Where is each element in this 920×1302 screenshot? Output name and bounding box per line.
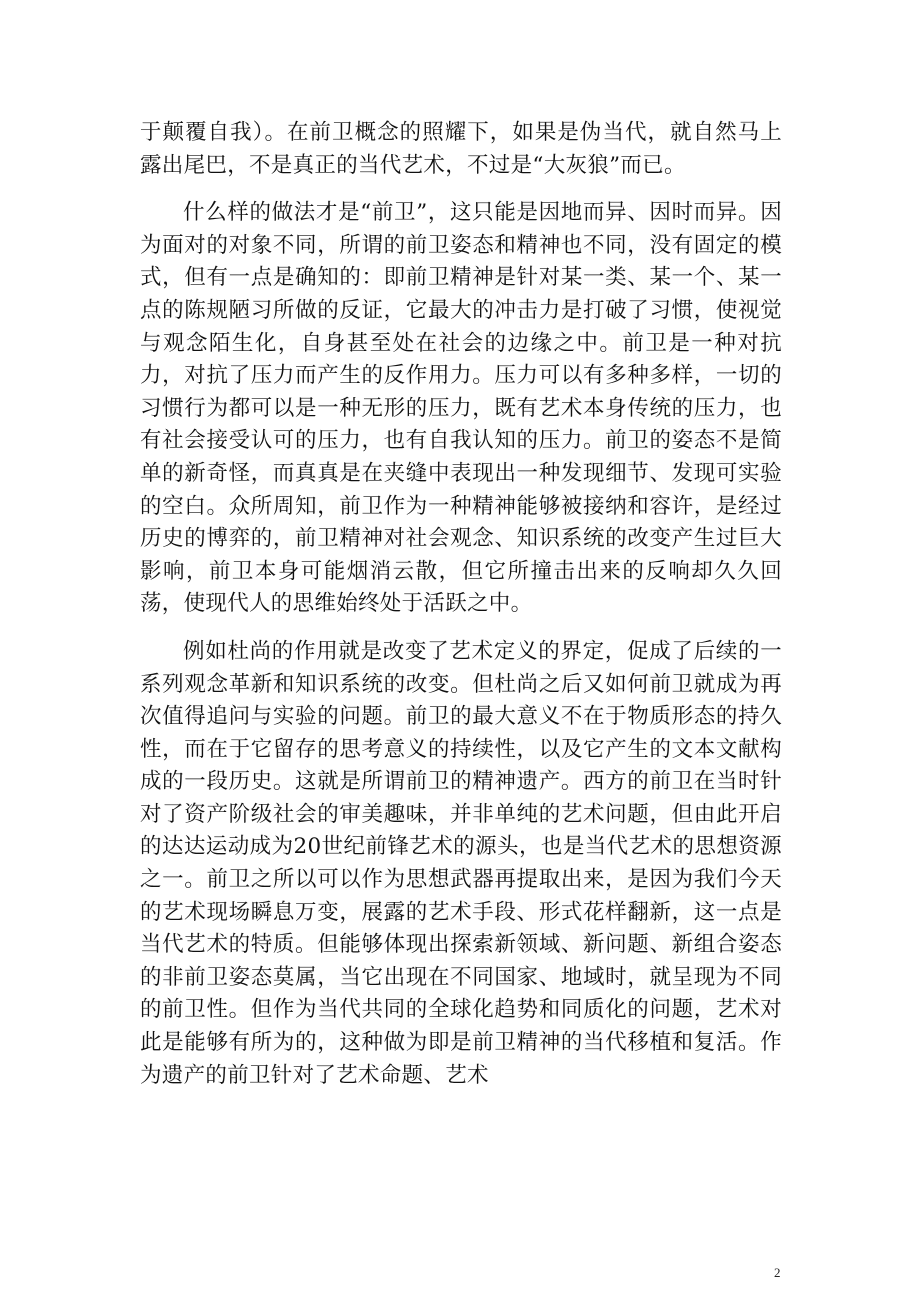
body-text xyxy=(140,117,782,1092)
paragraph-3: 例如杜尚的作用就是改变了艺术定义的界定，促成了后续的一系列观念革新和知识系统的改变。但杜尚之后又如何前卫就成为再次值得追问与实验的问题。前卫的最大意义不在于物质形态的持久性，而在于它留存的思考意义的持续性，以及它产生的文本文献构成的一段历史。这就是所谓前卫的精神遗产。西方的前卫在当时针对了资产阶级社会的审美趣味，并非单纯的艺术问题，但由此开启的达达运动成为20世纪前锋艺术的源头，也是当代艺术的思想资源之一。前卫之所以可以作为思想武器再提取出来，是因为我们今天的艺术现场瞬息万变，展露的艺术手段、形式花样翻新，这一点是当代艺术的特质。但能够体现出探索新领域、新问题、新组合姿态的非前卫姿态莫属，当它出现在不同国家、地域时，就呈现为不同的前卫性。但作为当代共同的全球化趋势和同质化的问题，艺术对此是能够有所为的，这种做为即是前卫精神的当代移植和复活。作为遗产的前卫针对了艺术命题、艺术 xyxy=(140,638,782,1088)
page-number: 2 xyxy=(774,1265,781,1280)
paragraph-gap xyxy=(140,182,782,197)
paragraph-2: 什么样的做法才是“前卫”，这只能是因地而异、因时而异。因为面对的对象不同，所谓的前卫姿态和精神也不同，没有固定的模式，但有一点是确知的：即前卫精神是针对某一类、某一个、某一点的陈规陋习所做的反证，它最大的冲击力是打破了习惯，使视觉与观念陌生化，自身甚至处在社会的边缘之中。前卫是一种对抗力，对抗了压力而产生的反作用力。压力可以有多种多样，一切的习惯行为都可以是一种无形的压力，既有艺术本身传统的压力，也有社会接受认可的压力，也有自我认知的压力。前卫的姿态不是简单的新奇怪，而真真是在夹缝中表现出一种发现细节、发现可实验的空白。众所周知，前卫作为一种精神能够被接纳和容许，是经过历史的博弈的，前卫精神对社会观念、知识系统的改变产生过巨大影响，前卫本身可能烟消云散，但它所撞击出来的反响却久久回荡，使现代人的思维始终处于活跃之中。 xyxy=(140,200,782,617)
paragraph-gap xyxy=(140,621,782,636)
paragraph-1: 于颠覆自我）。在前卫概念的照耀下，如果是伪当代，就自然马上露出尾巴，不是真正的当代艺术，不过是“大灰狼”而已。 xyxy=(140,120,782,178)
